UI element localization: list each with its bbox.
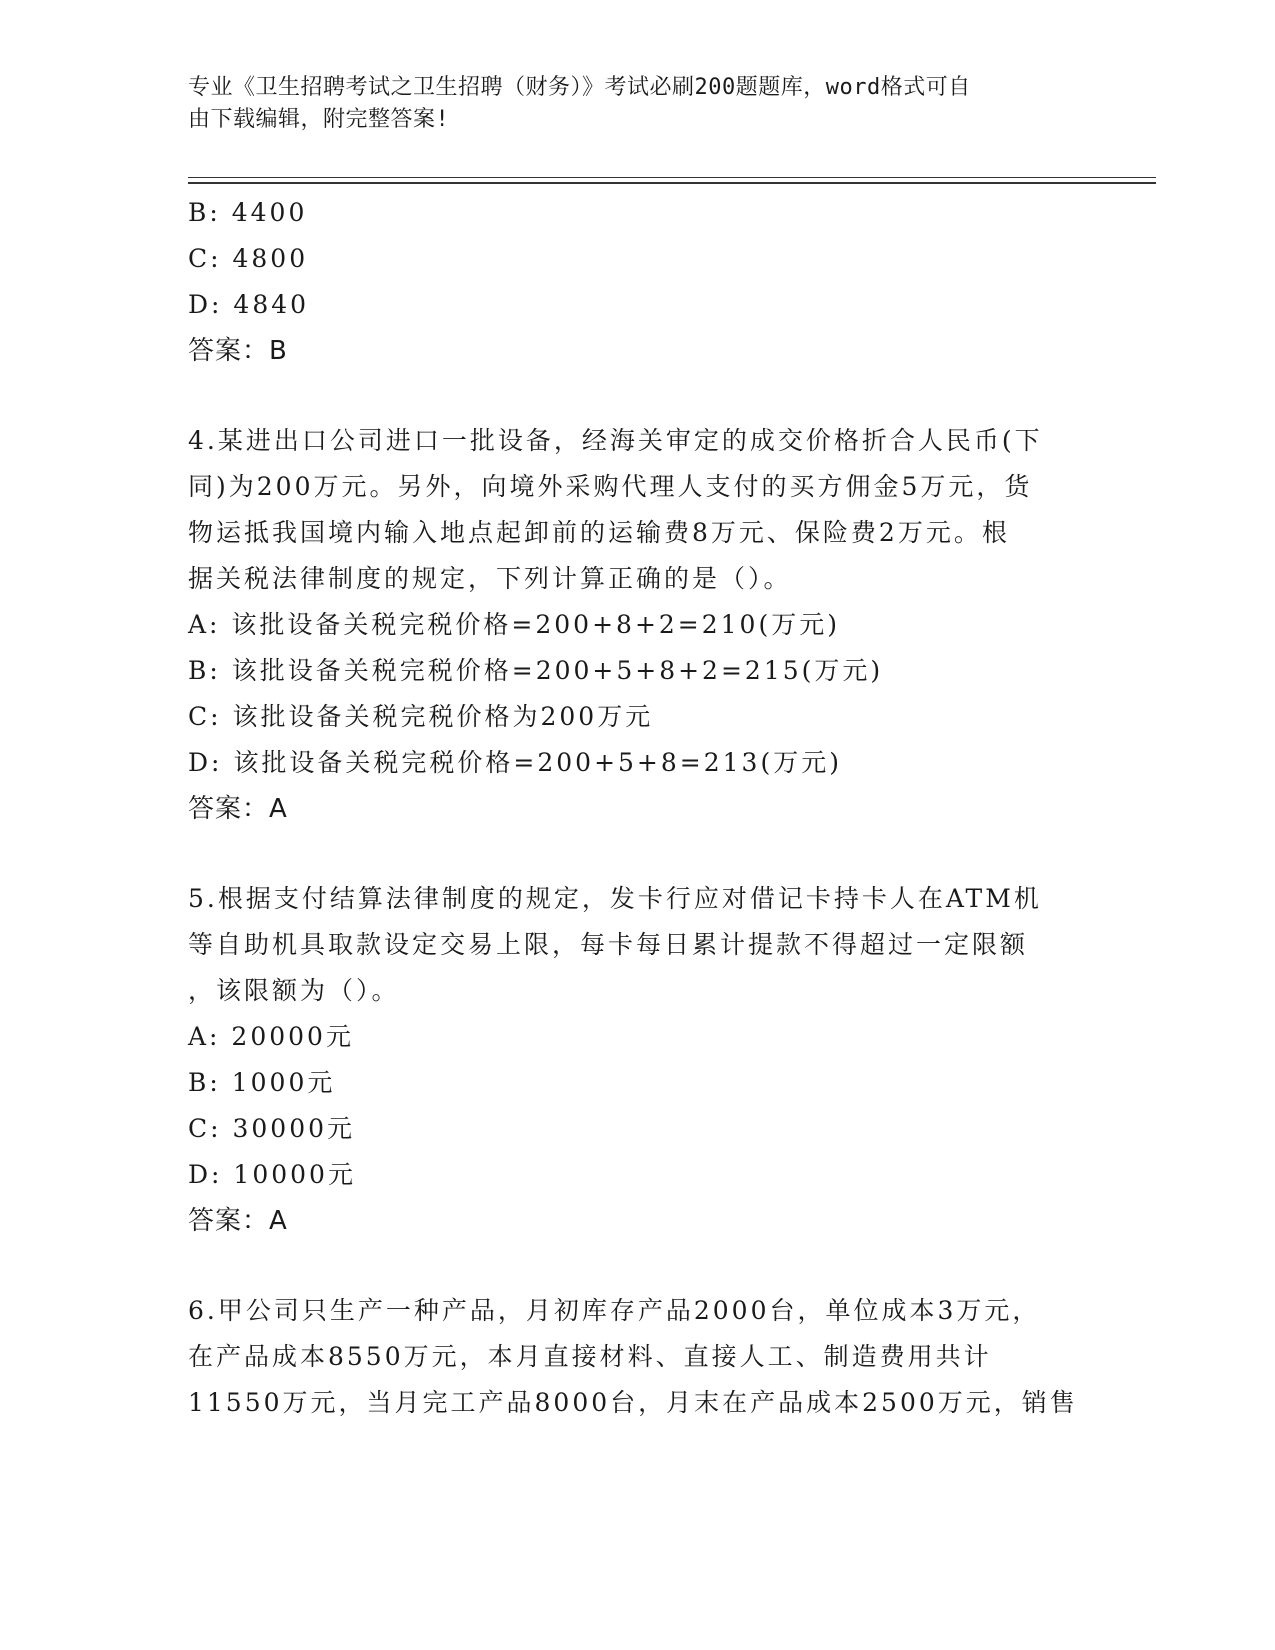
answer: 答案：B [188,336,288,366]
answer: 答案：A [188,1206,288,1236]
option-b: B: 该批设备关税完税价格=200+5+8+2=215(万元) [188,656,884,685]
question-stem-line: 据关税法律制度的规定，下列计算正确的是（）。 [188,564,792,593]
header-divider-bottom [188,182,1156,184]
spacer [188,374,1088,418]
option-c: C: 4800 [188,244,309,273]
question-stem-line: 4.某进出口公司进口一批设备，经海关审定的成交价格折合人民币(下 [188,426,1043,455]
option-a: A: 该批设备关税完税价格=200+8+2=210(万元) [188,610,840,639]
header-line-2: 由下载编辑，附完整答案! [188,107,450,132]
question-stem-line: ，该限额为（）。 [188,976,400,1005]
option-a: A: 20000元 [188,1022,354,1051]
answer: 答案：A [188,794,288,824]
option-d: D: 10000元 [188,1160,356,1189]
question-stem-line: 等自助机具取款设定交易上限，每卡每日累计提款不得超过一定限额 [188,930,1029,959]
page-header [188,72,1068,136]
question-stem-line: 6.甲公司只生产一种产品，月初库存产品2000台，单位成本3万元， [188,1296,1041,1325]
spacer [188,832,1088,876]
question-6 [188,1288,1088,1426]
option-d: D: 该批设备关税完税价格=200+5+8=213(万元) [188,748,842,777]
header-divider-top [188,177,1156,178]
option-d: D: 4840 [188,290,310,319]
spacer [188,1244,1088,1288]
option-b: B: 4400 [188,198,308,227]
question-4 [188,418,1088,832]
option-b: B: 1000元 [188,1068,336,1097]
question-5 [188,876,1088,1244]
question-stem-line: 5.根据支付结算法律制度的规定，发卡行应对借记卡持卡人在ATM机 [188,884,1042,913]
question-content [188,190,1088,1426]
question-stem-line: 11550万元，当月完工产品8000台，月末在产品成本2500万元，销售 [188,1388,1078,1417]
question-stem-line: 同)为200万元。另外，向境外采购代理人支付的买方佣金5万元，货 [188,472,1033,501]
option-c: C: 该批设备关税完税价格为200万元 [188,702,654,731]
question-stem-line: 在产品成本8550万元，本月直接材料、直接人工、制造费用共计 [188,1342,992,1371]
question-3 [188,190,1088,374]
question-stem-line: 物运抵我国境内输入地点起卸前的运输费8万元、保险费2万元。根 [188,518,1010,547]
option-c: C: 30000元 [188,1114,356,1143]
header-line-1: 专业《卫生招聘考试之卫生招聘（财务）》考试必刷200题题库，word格式可自 [188,75,971,100]
